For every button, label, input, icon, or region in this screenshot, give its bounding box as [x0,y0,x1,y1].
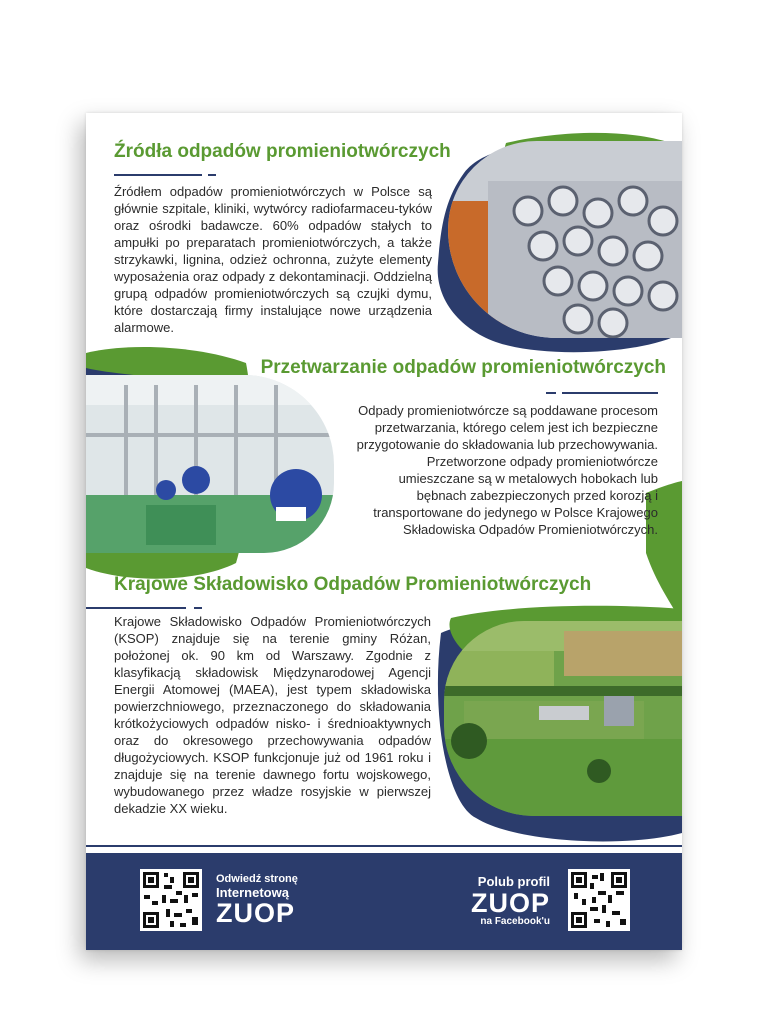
photo-processing-plant [86,375,334,553]
leaflet-page [86,113,682,950]
title-underline [86,607,186,609]
footer-brand-website[interactable]: ZUOP [216,898,296,928]
photo-repository-aerial [444,621,682,816]
footer-visit-website-line2: Internetową [216,885,289,900]
title-underline-accent [194,607,202,609]
section-title-sources: Źródła odpadów promieniotwórczych [114,141,451,162]
photo-radioactive-capsules [448,141,682,338]
section-title-repository: Krajowe Składowisko Odpadów Promieniotwórczych [114,574,592,595]
section-text-repository: Krajowe Składowisko Odpadów Promieniotwórczych (KSOP) znajduje się na terenie gminy Różan, położonej ok. 90 km od Warszawy. Zgodnie z klasyfikacją składowisk Międzynarodowej Agencji Energii Atomowej (MAEA), jest typem składowiska powierzchniowego, przeznaczonego do składowania krótkożyciowych odpadów nisko- i średnioaktywnych oraz do okresowego przechowywania odpadów długożyciowych. KSOP funkcjonuje już od 1961 roku i znajduje się na terenie dawnego fortu wojskowego, wybudowanego przez władze rosyjskie w pierwszej dekadzie XX wieku. [114,614,431,816]
website-qr-code[interactable] [140,869,202,931]
footer-divider [86,845,682,847]
section-text-processing: Odpady promieniotwórcze są poddawane procesom przetwarzania, którego celem jest ich bezpieczne przygotowanie do składowania lub przechowywania. Przetworzone odpady promieniotwórcze umieszczane są w metalowych hobokach lub bębnach zabezpieczonych przed korozją i transportowane do jedynego w Polsce Krajowego Składowiska Odpadów Promieniotwórczych. [356,403,658,537]
facebook-qr-code[interactable] [568,869,630,931]
title-underline-accent [208,174,216,176]
footer-brand-facebook[interactable]: ZUOP [470,888,550,918]
title-underline-accent [546,392,556,394]
title-underline [562,392,658,394]
footer-on-facebook: na Facebook'u [480,916,550,927]
footer-like-profile: Polub profil [477,874,550,889]
footer-bar [86,853,682,950]
title-underline [114,174,202,176]
section-text-sources: Źródłem odpadów promieniotwórczych w Polsce są głównie szpitale, kliniki, wytwórcy radiofarmaceu-tyków oraz ośrodki badawcze. 60% odpadów stałych to ampułki po preparatach promieniotwórczych, a także strzykawki, lignina, odzież ochronna, zużyte elementy wyposażenia oraz odpady z dekontaminacji. Oddzielną grupą odpadów promieniotwórczych są czujki dymu, które dostarczają firmy instalujące nowe urządzenia alarmowe. [114,184,432,335]
footer-visit-website-line1: Odwiedź stronę [216,873,298,885]
section-title-processing: Przetwarzanie odpadów promieniotwórczych [260,357,666,378]
